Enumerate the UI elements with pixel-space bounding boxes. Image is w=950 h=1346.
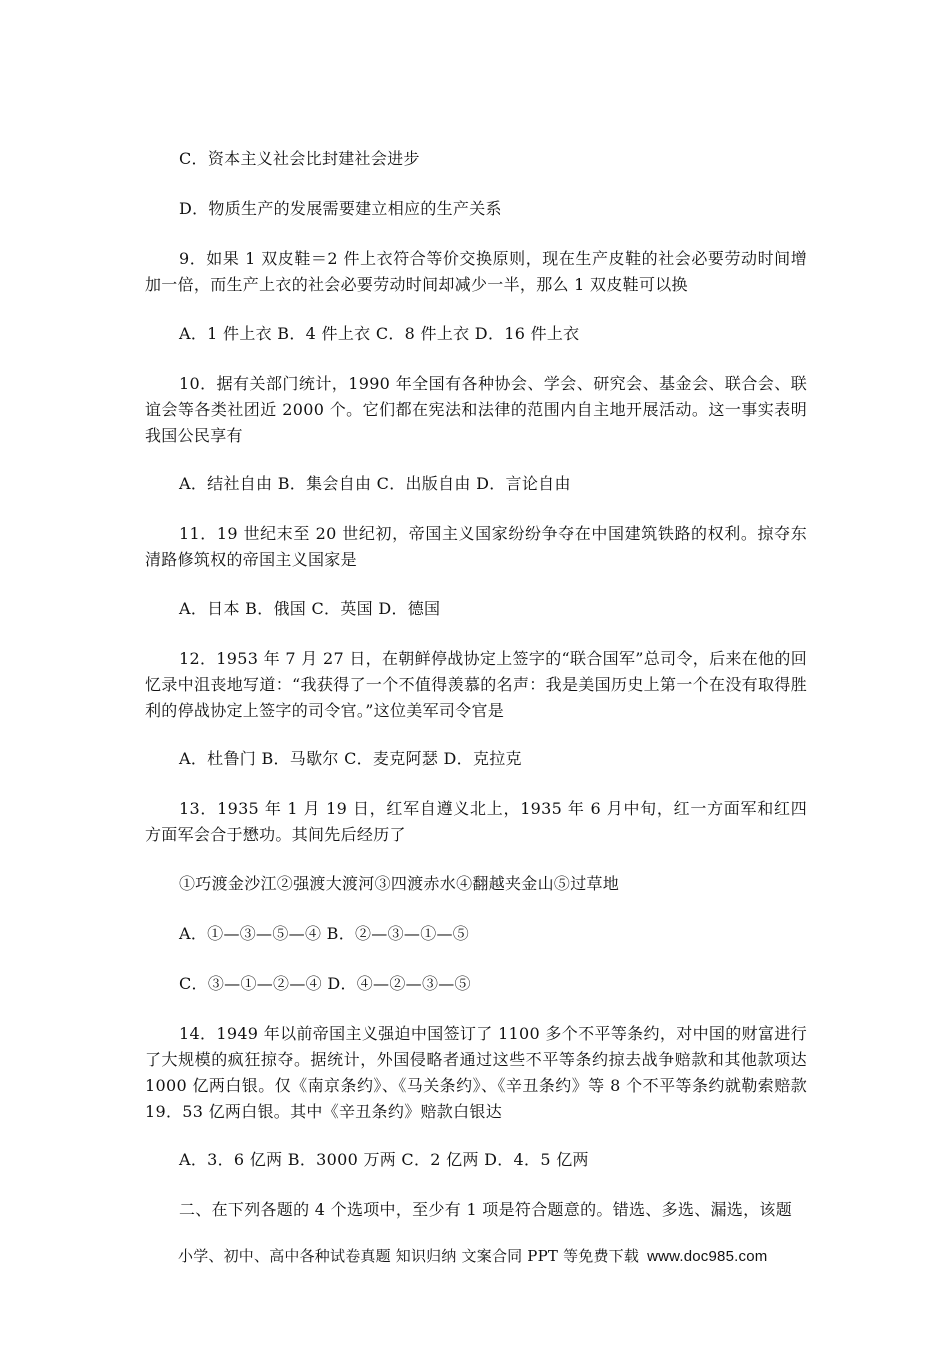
q12-options: A．杜鲁门 B．马歇尔 C．麦克阿瑟 D．克拉克 xyxy=(179,749,522,768)
section2-intro: 二、在下列各题的 4 个选项中，至少有 1 项是符合题意的。错选、多选、漏选，该题 xyxy=(179,1200,793,1219)
q10-stem: 10．据有关部门统计，1990 年全国有各种协会、学会、研究会、基金会、联合会、联谊会等各类社团近 2000 个。它们都在宪法和法律的范围内自主地开展活动。这一事实表明我国公民享有 xyxy=(145,374,807,445)
q9-stem: 9．如果 1 双皮鞋＝2 件上衣符合等价交换原则，现在生产皮鞋的社会必要劳动时间增加一倍，而生产上衣的社会必要劳动时间却减少一半，那么 1 双皮鞋可以换 xyxy=(145,249,807,294)
q9-options: A．1 件上衣 B．4 件上衣 C．8 件上衣 D．16 件上衣 xyxy=(179,324,580,343)
q11-stem: 11．19 世纪末至 20 世纪初，帝国主义国家纷纷争夺在中国建筑铁路的权利。掠夺东清路修筑权的帝国主义国家是 xyxy=(145,524,807,569)
q13-options-ab: A．①—③—⑤—④ B．②—③—①—⑤ xyxy=(179,924,470,943)
q11-options: A．日本 B．俄国 C．英国 D．德国 xyxy=(179,599,441,618)
q13-options-cd: C．③—①—②—④ D．④—②—③—⑤ xyxy=(179,974,471,993)
q13-stem: 13．1935 年 1 月 19 日，红军自遵义北上，1935 年 6 月中旬，红一方面军和红四方面军会合于懋功。其间先后经历了 xyxy=(145,799,807,844)
q14-stem: 14．1949 年以前帝国主义强迫中国签订了 1100 多个不平等条约，对中国的财富进行了大规模的疯狂掠夺。据统计，外国侵略者通过这些不平等条约掠去战争赔款和其他款项达 1000 亿两白银。仅《南京条约》、《马关条约》、《辛丑条约》等 8 个不平等条约就勒索赔款 19．53 亿两白银。其中《辛丑条约》赔款白银达 xyxy=(145,1024,807,1121)
page-footer xyxy=(178,1244,767,1269)
q12-stem: 12．1953 年 7 月 27 日，在朝鲜停战协定上签字的“联合国军”总司令，后来在他的回忆录中沮丧地写道：“我获得了一个不值得羡慕的名声：我是美国历史上第一个在没有取得胜利的停战协定上签字的司令官。”这位美军司令官是 xyxy=(145,649,807,720)
footer-text: 小学、初中、高中各种试卷真题 知识归纳 文案合同 PPT 等免费下载 xyxy=(178,1247,640,1265)
q13-items: ①巧渡金沙江②强渡大渡河③四渡赤水④翻越夹金山⑤过草地 xyxy=(179,874,620,893)
q14-options: A．3．6 亿两 B．3000 万两 C．2 亿两 D．4．5 亿两 xyxy=(179,1150,589,1169)
q8-option-c: C．资本主义社会比封建社会进步 xyxy=(179,149,420,168)
q8-option-d: D．物质生产的发展需要建立相应的生产关系 xyxy=(179,199,502,218)
q10-options: A．结社自由 B．集会自由 C．出版自由 D．言论自由 xyxy=(179,474,571,493)
footer-url[interactable]: www.doc985.com xyxy=(647,1248,768,1265)
